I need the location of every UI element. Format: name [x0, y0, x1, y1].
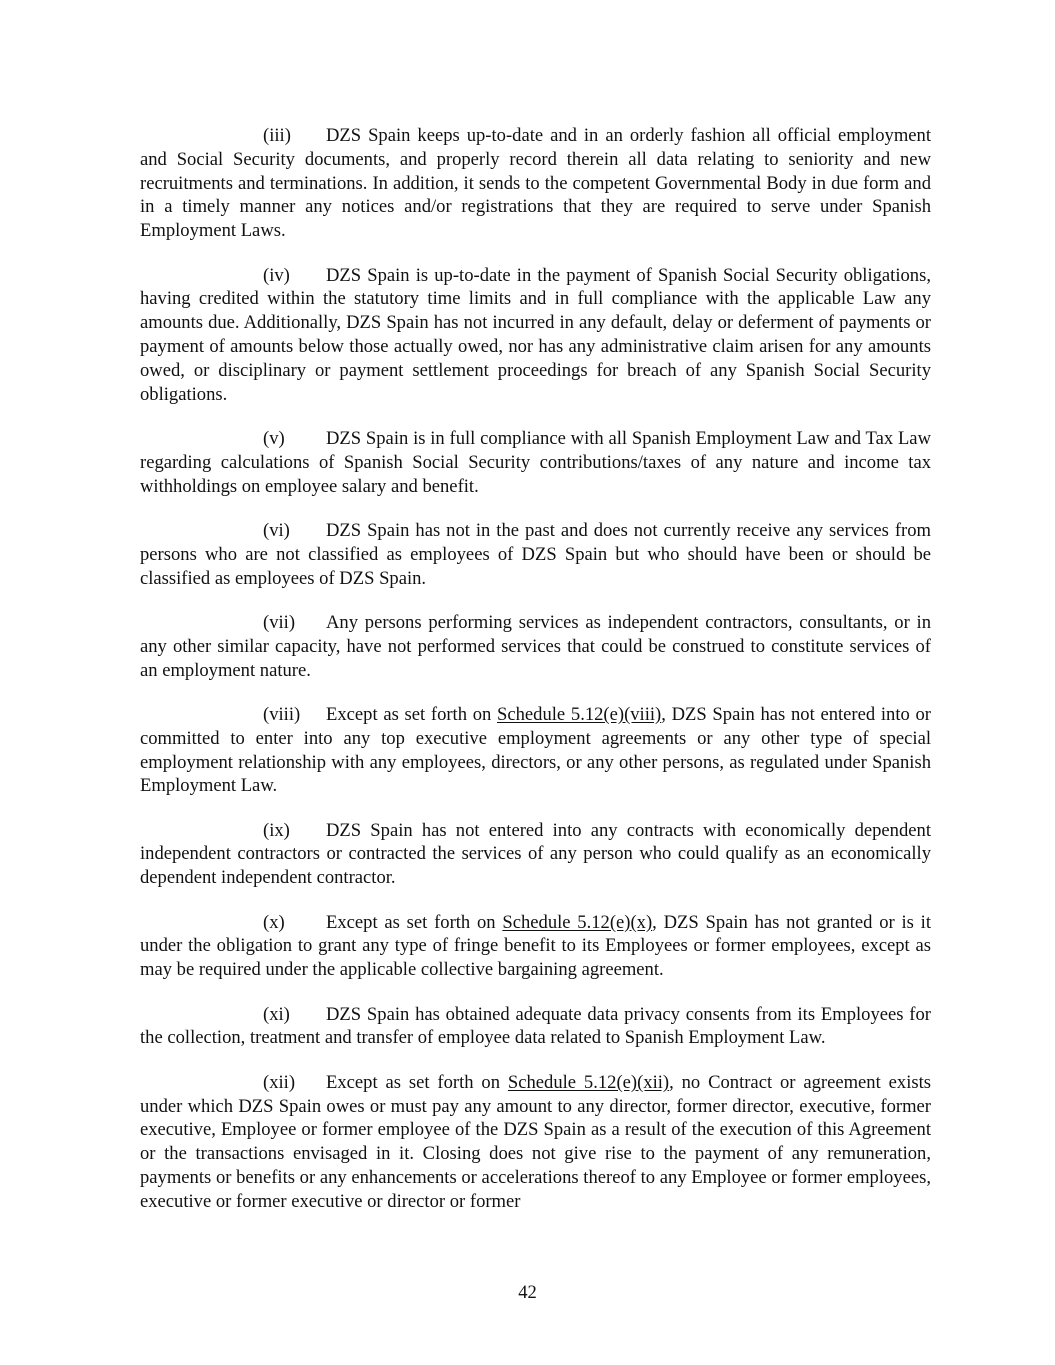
paragraph-number: (ix) — [263, 819, 290, 841]
paragraph-xii — [140, 1071, 931, 1214]
paragraph-text: DZS Spain has not in the past and does not currently receive any services from persons who are not classified as employees of DZS Spain but who should have been or should be classified as employees of DZS Spain. — [140, 519, 931, 589]
paragraph-text-lead: Except as set forth on — [326, 703, 498, 725]
paragraph-x — [140, 911, 931, 982]
paragraph-text-rest: , no Contract or agreement exists under which DZS Spain owes or must pay any amount to any director, former director, executive, former executive, Employee or former employee of the DZS Spain as a result of the execution of this Agreement or the transactions envisaged in it. Closing does not give rise to the payment of any remuneration, payments or benefits or any enhancements or accelerations thereof to any Employee or former employees, executive or former executive or director or former — [140, 1071, 931, 1212]
paragraph-number: (iv) — [263, 264, 290, 286]
paragraph-text-lead: Except as set forth on — [326, 1071, 508, 1093]
schedule-reference: Schedule 5.12(e)(viii) — [497, 703, 662, 725]
paragraph-number: (vii) — [263, 611, 296, 633]
paragraph-number: (v) — [263, 427, 285, 449]
paragraph-number: (viii) — [263, 703, 301, 725]
paragraph-xi — [140, 1003, 931, 1051]
paragraph-text-rest: , DZS Spain has not entered into or committed to enter into any top executive employment agreements or any other type of special employment relationship with any employees, directors, or any other persons, as regulated under Spanish Employment Law. — [140, 703, 931, 797]
paragraph-vii — [140, 611, 931, 682]
paragraph-number: (xi) — [263, 1003, 290, 1025]
paragraph-number: (iii) — [263, 125, 291, 146]
document-body — [140, 124, 931, 1214]
paragraph-v — [140, 427, 931, 498]
paragraph-text: DZS Spain is up-to-date in the payment of Spanish Social Security obligations, having credited within the statutory time limits and in full compliance with the applicable Law any amounts due. Additionally, DZS Spain has not incurred in any default, delay or deferment of payments or payment of amounts below those actually owed, nor has any administrative claim arisen for any amounts owed, or disciplinary or payment settlement proceedings for breach of any Spanish Social Security obligations. — [140, 264, 931, 405]
paragraph-vi — [140, 519, 931, 590]
paragraph-number: (x) — [263, 911, 285, 933]
page-number: 42 — [518, 1282, 537, 1303]
paragraph-iii — [140, 124, 931, 243]
paragraph-iv — [140, 264, 931, 407]
paragraph-text: Any persons performing services as independent contractors, consultants, or in any other similar capacity, have not performed services that could be construed to constitute services of an employment nature. — [140, 611, 931, 681]
paragraph-text: DZS Spain keeps up-to-date and in an orderly fashion all official employment and Social Security documents, and properly record therein all data relating to seniority and new recruitments and terminations. In addition, it sends to the competent Governmental Body in due form and in a timely manner any notices and/or registrations that they are required to serve under Spanish Employment Laws. — [140, 125, 931, 242]
paragraph-text-rest: , DZS Spain has not granted or is it under the obligation to grant any type of fringe benefit to its Employees or former employees, except as may be required under the applicable collective bargaining agreement. — [140, 911, 932, 981]
paragraph-text-lead: Except as set forth on — [326, 911, 503, 933]
paragraph-text: DZS Spain has not entered into any contracts with economically dependent independent contractors or contracted the services of any person who could qualify as an economically dependent independent contractor. — [140, 819, 931, 889]
schedule-reference: Schedule 5.12(e)(xii) — [507, 1071, 670, 1093]
schedule-reference: Schedule 5.12(e)(x) — [502, 911, 653, 933]
paragraph-ix — [140, 819, 931, 890]
paragraph-number: (vi) — [263, 519, 290, 541]
paragraph-number: (xii) — [263, 1071, 296, 1093]
paragraph-text: DZS Spain has obtained adequate data privacy consents from its Employees for the collection, treatment and transfer of employee data related to Spanish Employment Law. — [140, 1003, 931, 1049]
paragraph-viii — [140, 703, 931, 798]
paragraph-text: DZS Spain is in full compliance with all Spanish Employment Law and Tax Law regarding calculations of Spanish Social Security contributions/taxes of any nature and income tax withholdings on employee salary and benefit. — [140, 427, 931, 497]
